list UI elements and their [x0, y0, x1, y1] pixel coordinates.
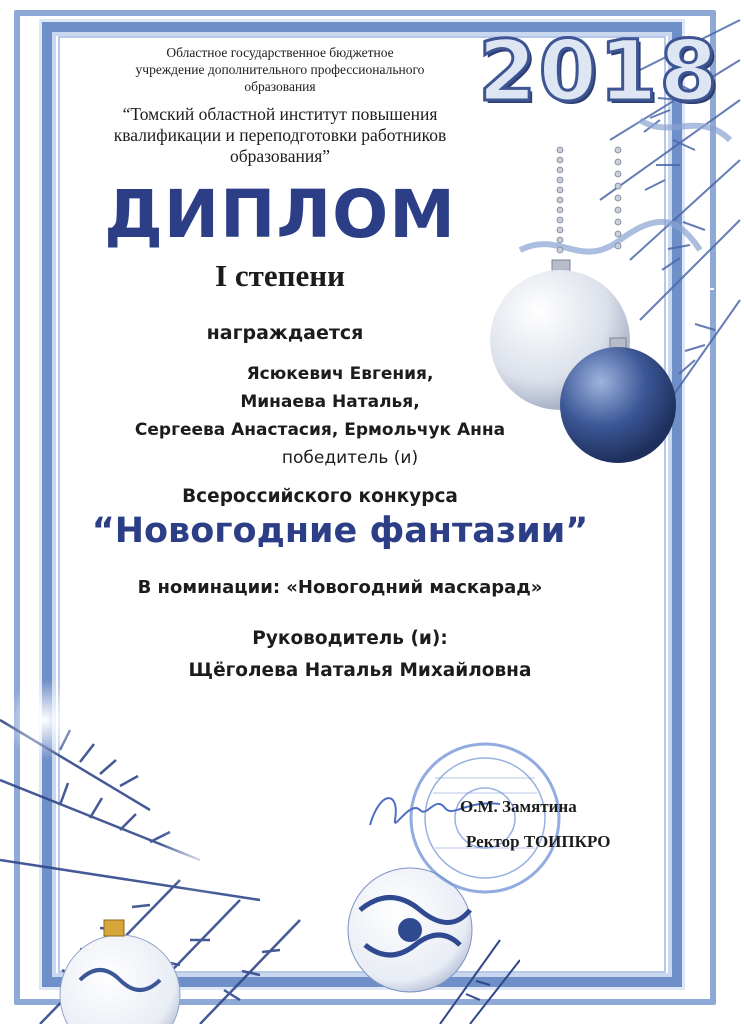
bead-string-icon — [557, 147, 621, 253]
organization-line: учреждение дополнительного профессионального — [135, 62, 425, 77]
institute-line: образования” — [229, 146, 331, 166]
institute-name — [60, 104, 500, 167]
recipient-names — [40, 360, 600, 444]
leader-label: Руководитель (и): — [252, 628, 448, 649]
signatory-role: Ректор ТОИПКРО — [466, 832, 611, 851]
organization-name — [80, 44, 480, 95]
winner-label: победитель (и) — [281, 448, 419, 468]
ribbon-icon — [520, 120, 730, 252]
snowflake-icon — [623, 180, 714, 298]
snowflake-icon — [160, 805, 250, 895]
nomination-line: В номинации: «Новогодний маскарад» — [137, 577, 543, 598]
contest-name: “Новогодние фантазии” — [91, 511, 589, 551]
organization-line: Областное государственное бюджетное — [166, 45, 394, 60]
recipient-name: Сергеева Анастасия, Ермольчук Анна — [134, 420, 506, 440]
institute-line: квалификации и переподготовки работников — [113, 125, 447, 145]
leader-name: Щёголева Наталья Михайловна — [188, 660, 532, 681]
organization-line: образования — [244, 79, 316, 94]
recipient-name: Ясюкевич Евгения, — [246, 364, 434, 384]
year-badge: 2018 — [478, 22, 720, 120]
signatory-name: О.М. Замятина — [460, 797, 577, 816]
institute-line: “Томский областной институт повышения — [122, 104, 438, 124]
recipient-name: Минаева Наталья, — [240, 392, 420, 412]
christmas-ball-icon — [60, 920, 180, 1024]
diploma-title: ДИПЛОМ — [104, 176, 456, 253]
awarded-label: награждается — [206, 322, 364, 344]
contest-label: Всероссийского конкурса — [182, 486, 458, 507]
snowflake-icon — [5, 680, 85, 760]
diploma-degree: I степени — [215, 258, 345, 293]
